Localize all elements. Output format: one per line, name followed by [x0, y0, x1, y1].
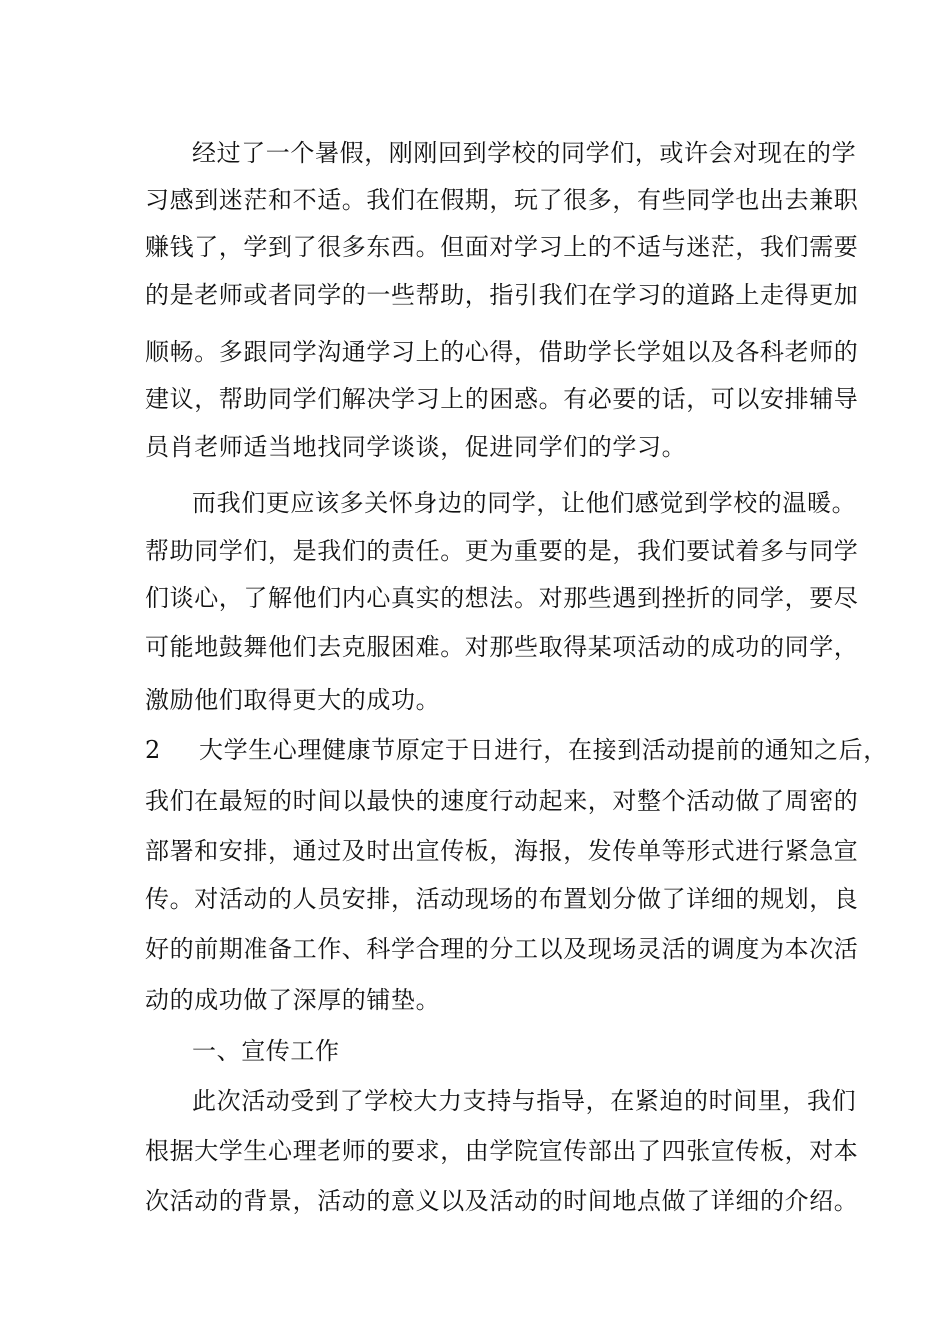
text-line: 传。对活动的人员安排，活动现场的布置划分做了详细的规划，良	[145, 885, 859, 913]
text-line: 此次活动受到了学校大力支持与指导，在紧迫的时间里，我们	[192, 1087, 857, 1115]
text-line: 我们在最短的时间以最快的速度行动起来，对整个活动做了周密的	[145, 787, 859, 815]
text-line: 次活动的背景，活动的意义以及活动的时间地点做了详细的介绍。	[145, 1187, 859, 1215]
text-line: 的是老师或者同学的一些帮助，指引我们在学习的道路上走得更加	[145, 281, 859, 309]
text-line: 动的成功做了深厚的铺垫。	[145, 986, 441, 1014]
text-line: 赚钱了，学到了很多东西。但面对学习上的不适与迷茫，我们需要	[145, 233, 859, 261]
text-line: 帮助同学们，是我们的责任。更为重要的是，我们要试着多与同学	[145, 537, 859, 565]
text-line: 们谈心，了解他们内心真实的想法。对那些遇到挫折的同学，要尽	[145, 584, 859, 612]
text-line: 经过了一个暑假，刚刚回到学校的同学们，或许会对现在的学	[192, 139, 857, 167]
text-line: 建议，帮助同学们解决学习上的困惑。有必要的话，可以安排辅导	[145, 385, 859, 413]
numbered-line	[145, 735, 888, 765]
text-line: 好的前期准备工作、科学合理的分工以及现场灵活的调度为本次活	[145, 935, 859, 963]
text-line: 激励他们取得更大的成功。	[145, 686, 441, 714]
text-line: 习感到迷茫和不适。我们在假期，玩了很多，有些同学也出去兼职	[145, 186, 859, 214]
text-line: 部署和安排，通过及时出宣传板，海报，发传单等形式进行紧急宣	[145, 837, 859, 865]
text-line: 根据大学生心理老师的要求，由学院宣传部出了四张宣传板，对本	[145, 1137, 859, 1165]
text-line: 大学生心理健康节原定于日进行，在接到活动提前的通知之后，	[199, 736, 888, 764]
section-heading: 一、宣传工作	[192, 1037, 340, 1065]
text-line: 顺畅。多跟同学沟通学习上的心得，借助学长学姐以及各科老师的	[145, 338, 859, 366]
text-line: 可能地鼓舞他们去克服困难。对那些取得某项活动的成功的同学，	[145, 633, 859, 661]
text-line: 而我们更应该多关怀身边的同学，让他们感觉到学校的温暖。	[192, 489, 857, 517]
text-line: 员肖老师适当地找同学谈谈，促进同学们的学习。	[145, 433, 687, 461]
section-number: 2	[145, 736, 161, 764]
